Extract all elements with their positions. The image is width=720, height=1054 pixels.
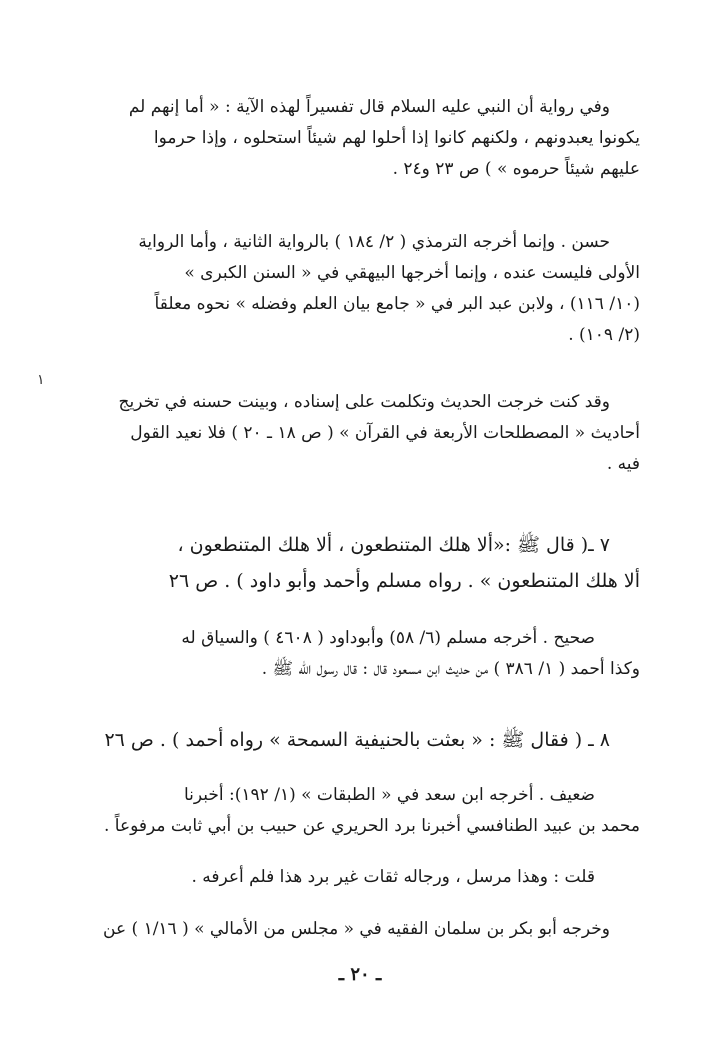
text-line: (١٠/ ١١٦) ، ولابن عبد البر في « جامع بيان العلم وفضله » نحوه معلقاً — [154, 294, 640, 314]
text-line: فيه . — [606, 454, 640, 474]
text-line: محمد بن عبيد الطنافسي أخبرنا برد الحريري عن حبيب بن أبي ثابت مرفوعاً . — [103, 816, 640, 836]
margin-mark: ١ — [37, 372, 45, 388]
paragraph-daif-takhrij — [40, 780, 640, 842]
hadith-7 — [40, 527, 640, 599]
text-line: وكذا أحمد ( ١/ ٣٨٦ ) من حديث ابن مسعود قال : قال رسول الله ﷺ . — [261, 659, 640, 679]
paragraph-note — [40, 387, 640, 480]
text-line: (٢/ ١٠٩) . — [568, 325, 640, 345]
paragraph-sahih-takhrij — [40, 623, 640, 685]
text-line: حسن . وإنما أخرجه الترمذي ( ٢/ ١٨٤ ) بالرواية الثانية ، وأما الرواية — [138, 232, 610, 252]
text-line: الأولى فليست عنده ، وإنما أخرجها البيهقي في « السنن الكبرى » — [184, 263, 640, 283]
hadith-8 — [40, 722, 640, 758]
text-line: يكونوا يعبدونهم ، ولكنهم كانوا إذا أحلوا لهم شيئاً استحلوه ، وإذا حرموا — [153, 128, 640, 148]
text-line: ضعيف . أخرجه ابن سعد في « الطبقات » (١/ ١٩٢): أخبرنا — [183, 785, 595, 805]
text-line: أحاديث « المصطلحات الأربعة في القرآن » ( ص ١٨ ـ ٢٠ ) فلا نعيد القول — [130, 423, 640, 443]
page-number: ـ ٢٠ ـ — [338, 964, 382, 985]
paragraph-author-comment — [40, 862, 640, 893]
text-line: عليهم شيئاً حرموه » ) ص ٢٣ و٢٤ . — [392, 159, 640, 179]
text-line: ٨ ـ ( فقال ﷺ : « بعثت بالحنيفية السمحة » رواه أحمد ) . ص ٢٦ — [104, 729, 610, 751]
text-line: وخرجه أبو بكر بن سلمان الفقيه في « مجلس من الأمالي » ( ١/١٦ ) عن — [103, 919, 610, 939]
text-line: ٧ ـ( قال ﷺ :«ألا هلك المتنطعون ، ألا هلك المتنطعون ، — [177, 534, 610, 556]
paragraph-hasan-takhrij — [40, 227, 640, 351]
paragraph-continuation — [40, 914, 640, 945]
paragraph-riwaya — [40, 92, 640, 185]
text-line: قلت : وهذا مرسل ، ورجاله ثقات غير برد هذا فلم أعرفه . — [191, 867, 595, 887]
text-line: وقد كنت خرجت الحديث وتكلمت على إسناده ، وبينت حسنه في تخريج — [118, 392, 610, 412]
text-line: وفي رواية أن النبي عليه السلام قال تفسيراً لهذه الآية : « أما إنهم لم — [128, 97, 610, 117]
text-line: ألا هلك المتنطعون » . رواه مسلم وأحمد وأبو داود ) . ص ٢٦ — [168, 570, 640, 592]
text-line: صحيح . أخرجه مسلم (٦/ ٥٨) وأبوداود ( ٤٦٠٨ ) والسياق له — [181, 628, 595, 648]
